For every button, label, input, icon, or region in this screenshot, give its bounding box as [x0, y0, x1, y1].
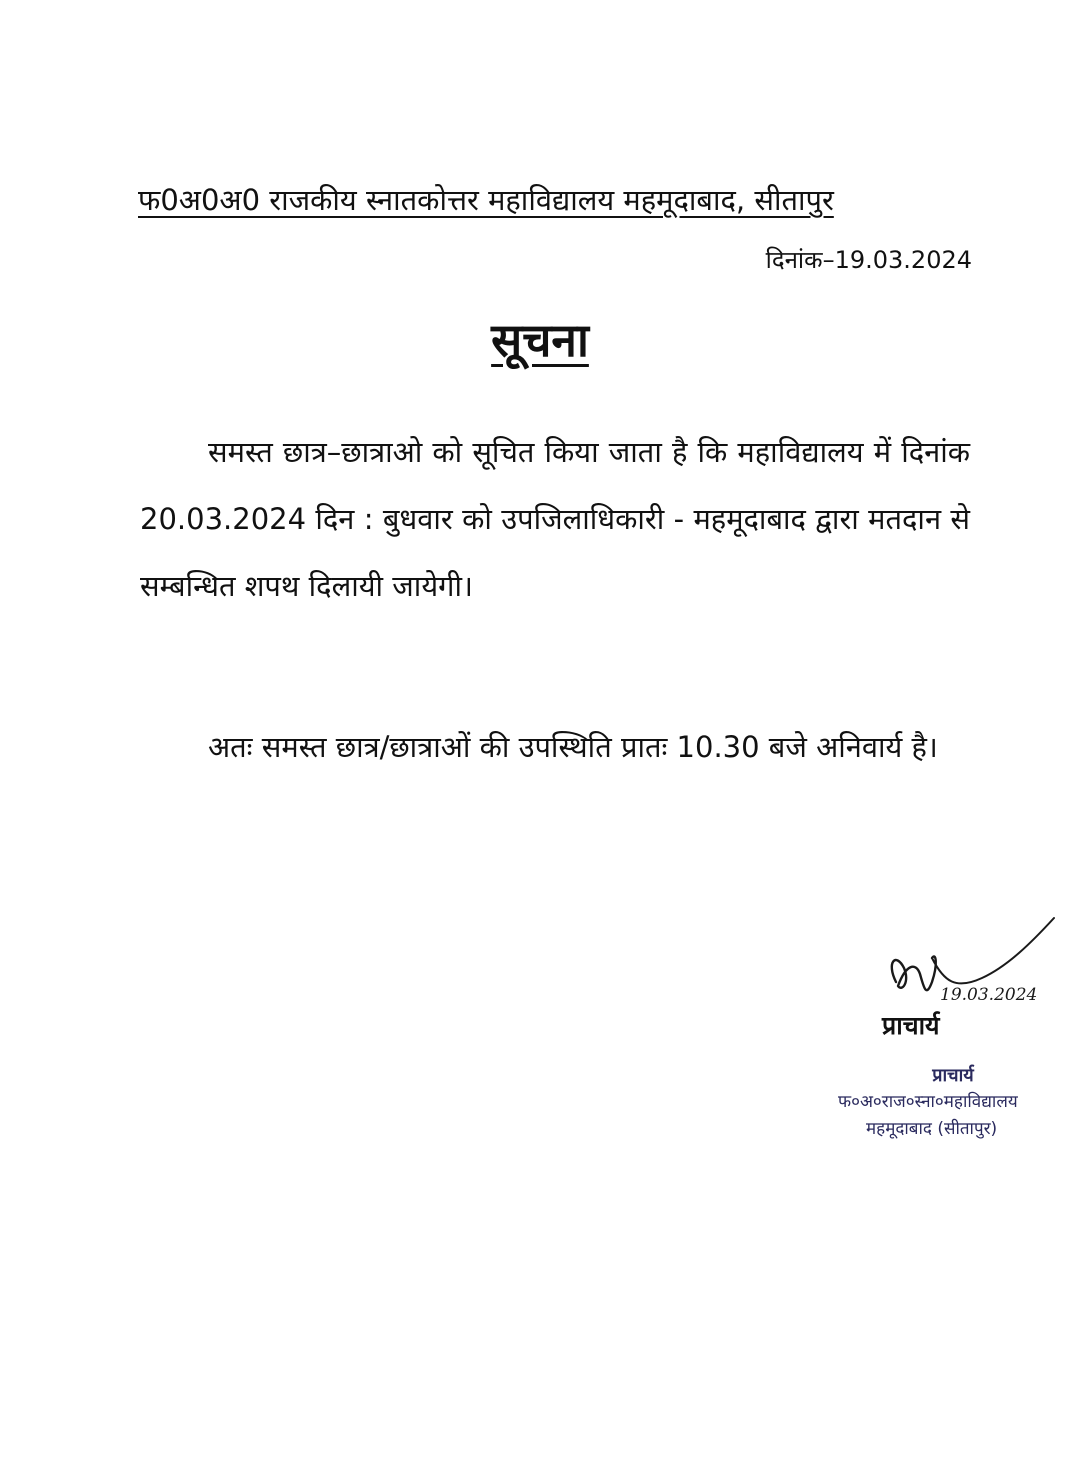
stamp-title: प्राचार्य — [932, 1065, 974, 1086]
principal-stamp — [838, 1062, 1068, 1143]
stamp-location: महमूदाबाद (सीतापुर) — [866, 1119, 998, 1139]
signature-designation: प्राचार्य — [882, 1011, 940, 1040]
stamp-college: फ०अ०राज०स्ना०महाविद्यालय — [838, 1092, 1018, 1112]
notice-paragraph-1: समस्त छात्र–छात्राओ को सूचित किया जाता है कि महाविद्यालय में दिनांक 20.03.2024 दिन : बुधवार को उपजिलाधिकारी - महमूदाबाद द्वारा मतदान से सम्बन्धित शपथ दिलायी जायेगी। — [140, 435, 970, 603]
signature-date: 19.03.2024 — [940, 985, 1038, 1005]
notice-title: सूचना — [491, 313, 589, 367]
notice-date: दिनांक–19.03.2024 — [765, 246, 972, 274]
notice-paragraph-2: अतः समस्त छात्र/छात्राओं की उपस्थिति प्रातः 10.30 बजे अनिवार्य है। — [208, 730, 938, 764]
college-heading: फ0अ0अ0 राजकीय स्नातकोत्तर महाविद्यालय महमूदाबाद, सीतापुर — [138, 183, 834, 217]
